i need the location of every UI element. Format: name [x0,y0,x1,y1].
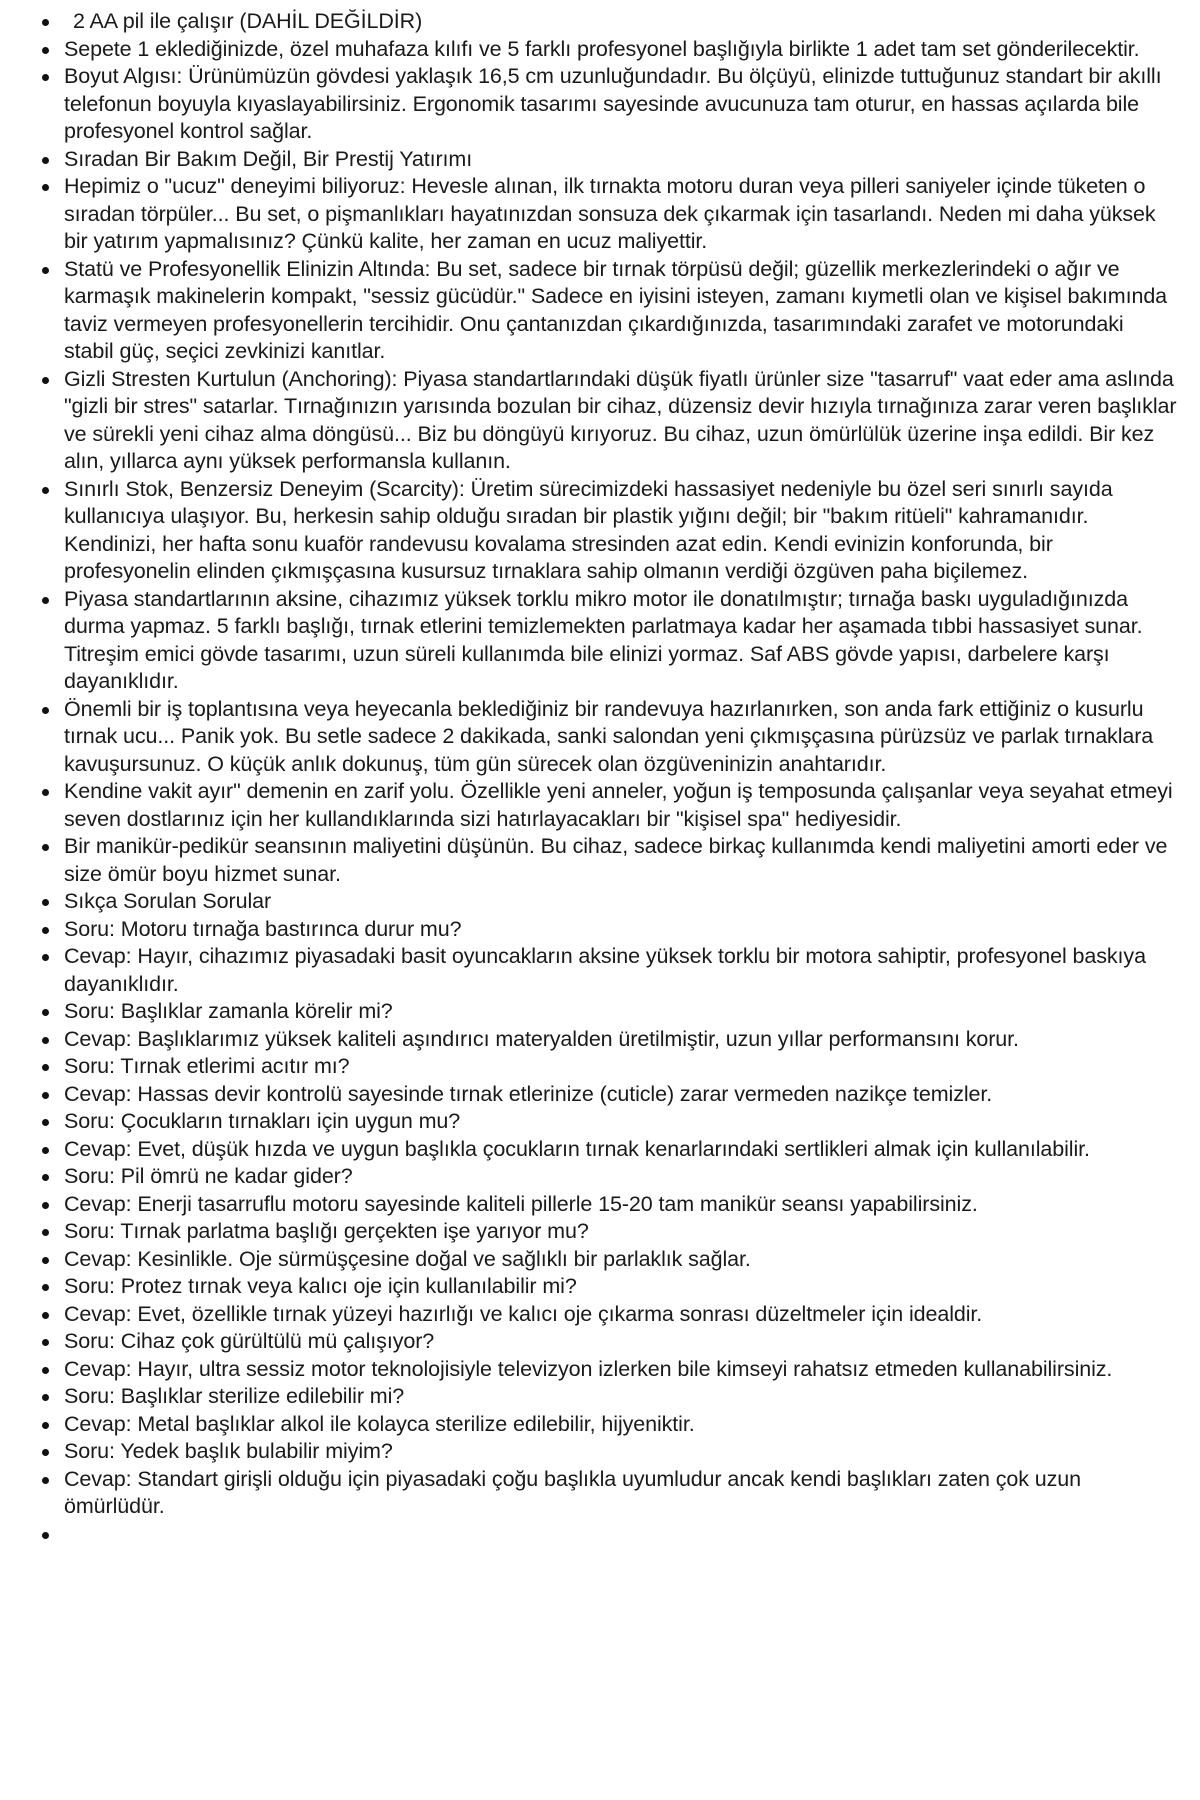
list-item [22,1026,1178,1054]
list-item-text: Önemli bir iş toplantısına veya heyecanla beklediğiniz bir randevuya hazırlanırken, son anda fark ettiğiniz o kusurlu tırnak ucu... Panik yok. Bu setle sadece 2 dakikada, sanki salondan yeni çıkmışçasına pürüzsüz ve parlak tırnaklara kavuşursunuz. O küçük anlık dokunuş, tüm gün sürecek olan özgüveninizin anahtarıdır. [64,696,1154,776]
list-item-text: Soru: Pil ömrü ne kadar gider? [64,1164,353,1188]
list-item-text: Cevap: Hayır, cihazımız piyasadaki basit oyuncakların aksine yüksek torklu bir motora sahiptir, profesyonel baskıya dayanıklıdır. [64,944,1146,996]
list-item [22,1218,1178,1246]
list-item [22,696,1178,779]
list-item-text: Hepimiz o "ucuz" deneyimi biliyoruz: Hevesle alınan, ilk tırnakta motoru duran veya pilleri saniyeler içinde tüketen o sıradan törpüler... Bu set, o pişmanlıkları hayatınızdan sonsuza dek çıkarmak için tasarlandı. Neden mi daha yüksek bir yatırım yapmalısınız? Çünkü kalite, her zaman en ucuz maliyettir. [64,174,1156,253]
list-item-text: Soru: Çocukların tırnakları için uygun mu? [64,1109,461,1133]
list-item-text: Soru: Başlıklar sterilize edilebilir mi? [64,1384,405,1408]
list-item-text: Soru: Tırnak etlerimi acıtır mı? [64,1054,350,1078]
list-item-text: Cevap: Evet, özellikle tırnak yüzeyi hazırlığı ve kalıcı oje çıkarma sonrası düzeltmeler için idealdir. [64,1301,983,1326]
list-item [22,36,1178,64]
list-item-text: Soru: Tırnak parlatma başlığı gerçekten işe yarıyor mu? [64,1219,589,1243]
list-item [22,1521,1178,1548]
list-item-text: Sınırlı Stok, Benzersiz Deneyim (Scarcity): Üretim sürecimizdeki hassasiyet nedeniyle bu özel seri sınırlı sayıda kullanıcıya ulaşıyor. Bu, herkesin sahip olduğu sıradan bir plastik yığını değil; bir "bakım ritüeli" kahramanıdır. Kendinizi, her hafta sonu kuaför randevusu kovalama stresinden azat edin. Kendi evinizin konforunda, bir profesyonelin elinden çıkmışçasına kusursuz tırnaklara sahip olmanın verdiği özgüven paha biçilemez. [64,476,1113,583]
list-item [22,1383,1178,1411]
list-item [22,1191,1178,1219]
list-item [22,256,1178,366]
list-item-text: Soru: Yedek başlık bulabilir miyim? [64,1439,393,1463]
list-item [22,1081,1178,1109]
list-item [22,943,1178,998]
list-item-text: Cevap: Enerji tasarruflu motoru sayesinde kaliteli pillerle 15-20 tam manikür seansı yapabilirsiniz. [64,1191,978,1216]
list-item-text: Sıkça Sorulan Sorular [64,889,272,913]
list-item-text: Gizli Stresten Kurtulun (Anchoring): Piyasa standartlarındaki düşük fiyatlı ürünler size "tasarruf" vaat eder ama aslında "gizli bir stres" satarlar. Tırnağınızın yarısında bozulan bir cihaz, düzensiz devir hızıyla tırnağınıza zarar veren başlıklar ve sürekli yeni cihaz alma döngüsü... Biz bu döngüyü kırıyoruz. Bu cihaz, uzun ömürlülük üzerine inşa edildi. Bir kez alın, yıllarca aynı yüksek performansla kullanın. [64,366,1177,473]
list-item-text: Sepete 1 eklediğinizde, özel muhafaza kılıfı ve 5 farklı profesyonel başlığıyla birlikte 1 adet tam set gönderilecektir. [64,36,1140,61]
list-item [22,1438,1178,1466]
list-item-text: Kendine vakit ayır" demenin en zarif yolu. Özellikle yeni anneler, yoğun iş temposunda çalışanlar veya seyahat etmeyi seven dostlarınız için her kullandıklarında sizi hatırlayacakları bir "kişisel spa" hediyesidir. [64,779,1173,831]
list-item [22,1466,1178,1521]
list-item-text: Soru: Protez tırnak veya kalıcı oje için kullanılabilir mi? [64,1274,577,1298]
list-item [22,8,1178,36]
list-item [22,998,1178,1026]
list-item-text: Boyut Algısı: Ürünümüzün gövdesi yaklaşık 16,5 cm uzunluğundadır. Bu ölçüyü, elinizde tuttuğunuz standart bir akıllı telefonun boyuyla kıyaslayabilirsiniz. Ergonomik tasarımı sayesinde avucunuza tam oturur, en hassas açılarda bile profesyonel kontrol sağlar. [64,64,1162,143]
list-item [22,146,1178,174]
list-item [22,1328,1178,1356]
list-item-text: Cevap: Evet, düşük hızda ve uygun başlıkla çocukların tırnak kenarlarındaki sertlikleri almak için kullanılabilir. [64,1136,1090,1161]
list-item [22,833,1178,888]
list-item [22,1301,1178,1329]
list-item-text: Cevap: Başlıklarımız yüksek kaliteli aşındırıcı materyalden üretilmiştir, uzun yıllar performansını korur. [64,1026,1019,1051]
list-item [22,1053,1178,1081]
list-item-text: Cevap: Kesinlikle. Oje sürmüşçesine doğal ve sağlıklı bir parlaklık sağlar. [64,1246,751,1271]
list-item [22,476,1178,586]
list-item [22,1411,1178,1439]
list-item-text: Piyasa standartlarının aksine, cihazımız yüksek torklu mikro motor ile donatılmıştır; tırnağa baskı uyguladığınızda durma yapmaz. 5 farklı başlığı, tırnak etlerini temizlemekten parlatmaya kadar her aşamada tıbbi hassasiyet sunar. Titreşim emici gövde tasarımı, uzun süreli kullanımda bile elinizi yormaz. Saf ABS gövde yapısı, darbelere karşı dayanıklıdır. [64,586,1143,693]
list-item [22,1136,1178,1164]
list-item-text: Bir manikür-pedikür seansının maliyetini düşünün. Bu cihaz, sadece birkaç kullanımda kendi maliyetini amorti eder ve size ömür boyu hizmet sunar. [64,834,1168,886]
list-item [22,888,1178,916]
list-item-text: Cevap: Hayır, ultra sessiz motor teknolojisiyle televizyon izlerken bile kimseyi rahatsız etmeden kullanabilirsiniz. [64,1356,1113,1381]
list-item [22,1273,1178,1301]
list-item-text: Soru: Başlıklar zamanla körelir mi? [64,999,393,1023]
list-item-text: Sıradan Bir Bakım Değil, Bir Prestij Yatırımı [64,146,473,171]
list-item-text: Soru: Motoru tırnağa bastırınca durur mu? [64,916,462,941]
list-item [22,1108,1178,1136]
list-item [22,778,1178,833]
list-item [22,1246,1178,1274]
list-item [22,1356,1178,1384]
list-item [22,173,1178,256]
list-item-text: 2 AA pil ile çalışır (DAHİL DEĞİLDİR) [73,9,423,33]
list-item [22,916,1178,944]
list-item [22,366,1178,476]
list-item-text: Cevap: Standart girişli olduğu için piyasadaki çoğu başlıkla uyumludur ancak kendi başlıkları zaten çok uzun ömürlüdür. [64,1466,1081,1518]
list-item [22,63,1178,146]
list-item-text: Cevap: Hassas devir kontrolü sayesinde tırnak etlerinize (cuticle) zarar vermeden nazikçe temizler. [64,1081,993,1106]
list-item-text: Soru: Cihaz çok gürültülü mü çalışıyor? [64,1329,435,1353]
list-item-text: Statü ve Profesyonellik Elinizin Altında: Bu set, sadece bir tırnak törpüsü değil; güzellik merkezlerindeki o ağır ve karmaşık makinelerin kompakt, "sessiz gücüdür." Sadece en iyisini isteyen, zamanı kıymetli olan ve kişisel bakımında taviz vermeyen profesyonellerin tercihidir. Onu çantanızdan çıkardığınızda, tasarımındaki zarafet ve motorundaki stabil güç, seçici zevkinizi kanıtlar. [64,256,1168,363]
list-item [22,586,1178,696]
product-description-bullet-list [22,8,1178,1548]
list-item [22,1163,1178,1191]
list-item-text: Cevap: Metal başlıklar alkol ile kolayca sterilize edilebilir, hijyeniktir. [64,1411,695,1436]
